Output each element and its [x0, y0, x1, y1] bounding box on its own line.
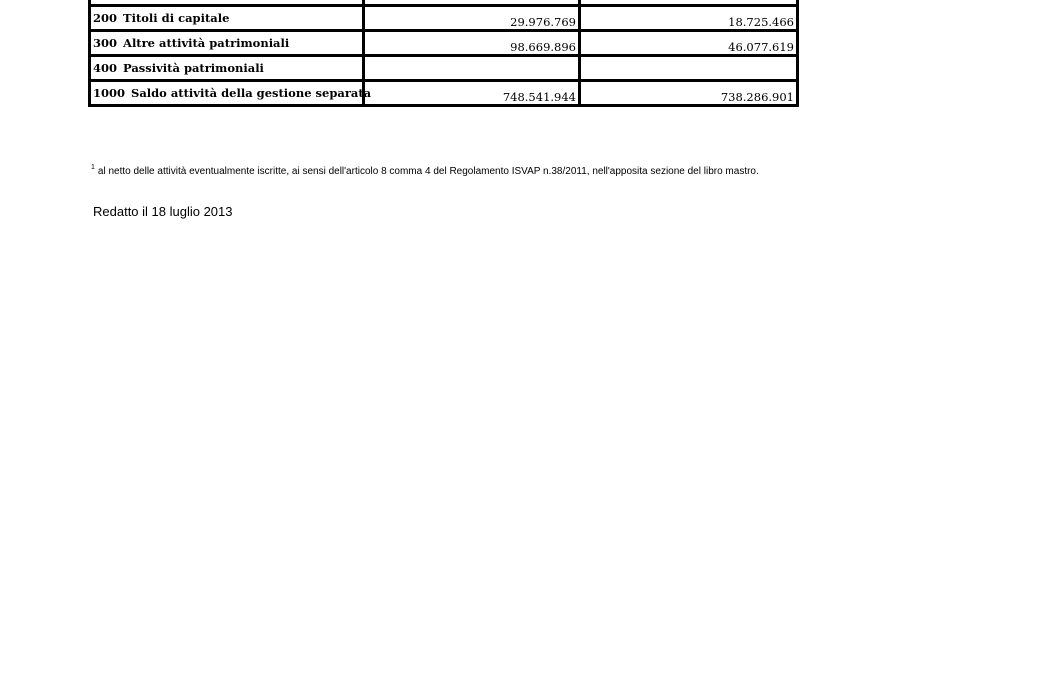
gestione-separata-table [88, 0, 796, 107]
value-cell-1: 748.541.944 [364, 81, 580, 106]
row-label [90, 31, 364, 56]
table-row [90, 81, 798, 106]
row-label-text: Titoli di capitale [123, 11, 230, 25]
value-cell-2: 738.286.901 [580, 81, 798, 106]
row-label [90, 56, 364, 81]
report-table [88, 0, 799, 107]
table-row [90, 56, 798, 81]
row-label [90, 81, 372, 106]
row-code: 300 [93, 36, 118, 50]
footnote-text: al netto delle attività eventualmente iscritte, ai sensi dell'articolo 8 comma 4 del Regolamento ISVAP n.38/2011, nell'apposita sezione del libro mastro. [97, 166, 759, 177]
row-code: 400 [93, 61, 118, 75]
value-cell-1: 29.976.769 [364, 6, 580, 31]
footnote [91, 164, 759, 177]
row-label [90, 6, 364, 31]
table-row [90, 31, 798, 56]
row-label-text: Saldo attività della gestione separata [131, 86, 372, 100]
redatto-date: Redatto il 18 luglio 2013 [93, 204, 233, 219]
row-code: 200 [93, 11, 118, 25]
value-cell-2 [580, 56, 798, 81]
row-label-text: Altre attività patrimoniali [123, 36, 290, 50]
value-cell-2: 18.725.466 [580, 6, 798, 31]
row-code: 1000 [93, 86, 126, 100]
table-row [90, 6, 798, 31]
row-label-text: Passività patrimoniali [123, 61, 264, 75]
footnote-marker: 1 [91, 164, 95, 171]
value-cell-1: 98.669.896 [364, 31, 580, 56]
value-cell-1 [364, 56, 580, 81]
value-cell-2: 46.077.619 [580, 31, 798, 56]
